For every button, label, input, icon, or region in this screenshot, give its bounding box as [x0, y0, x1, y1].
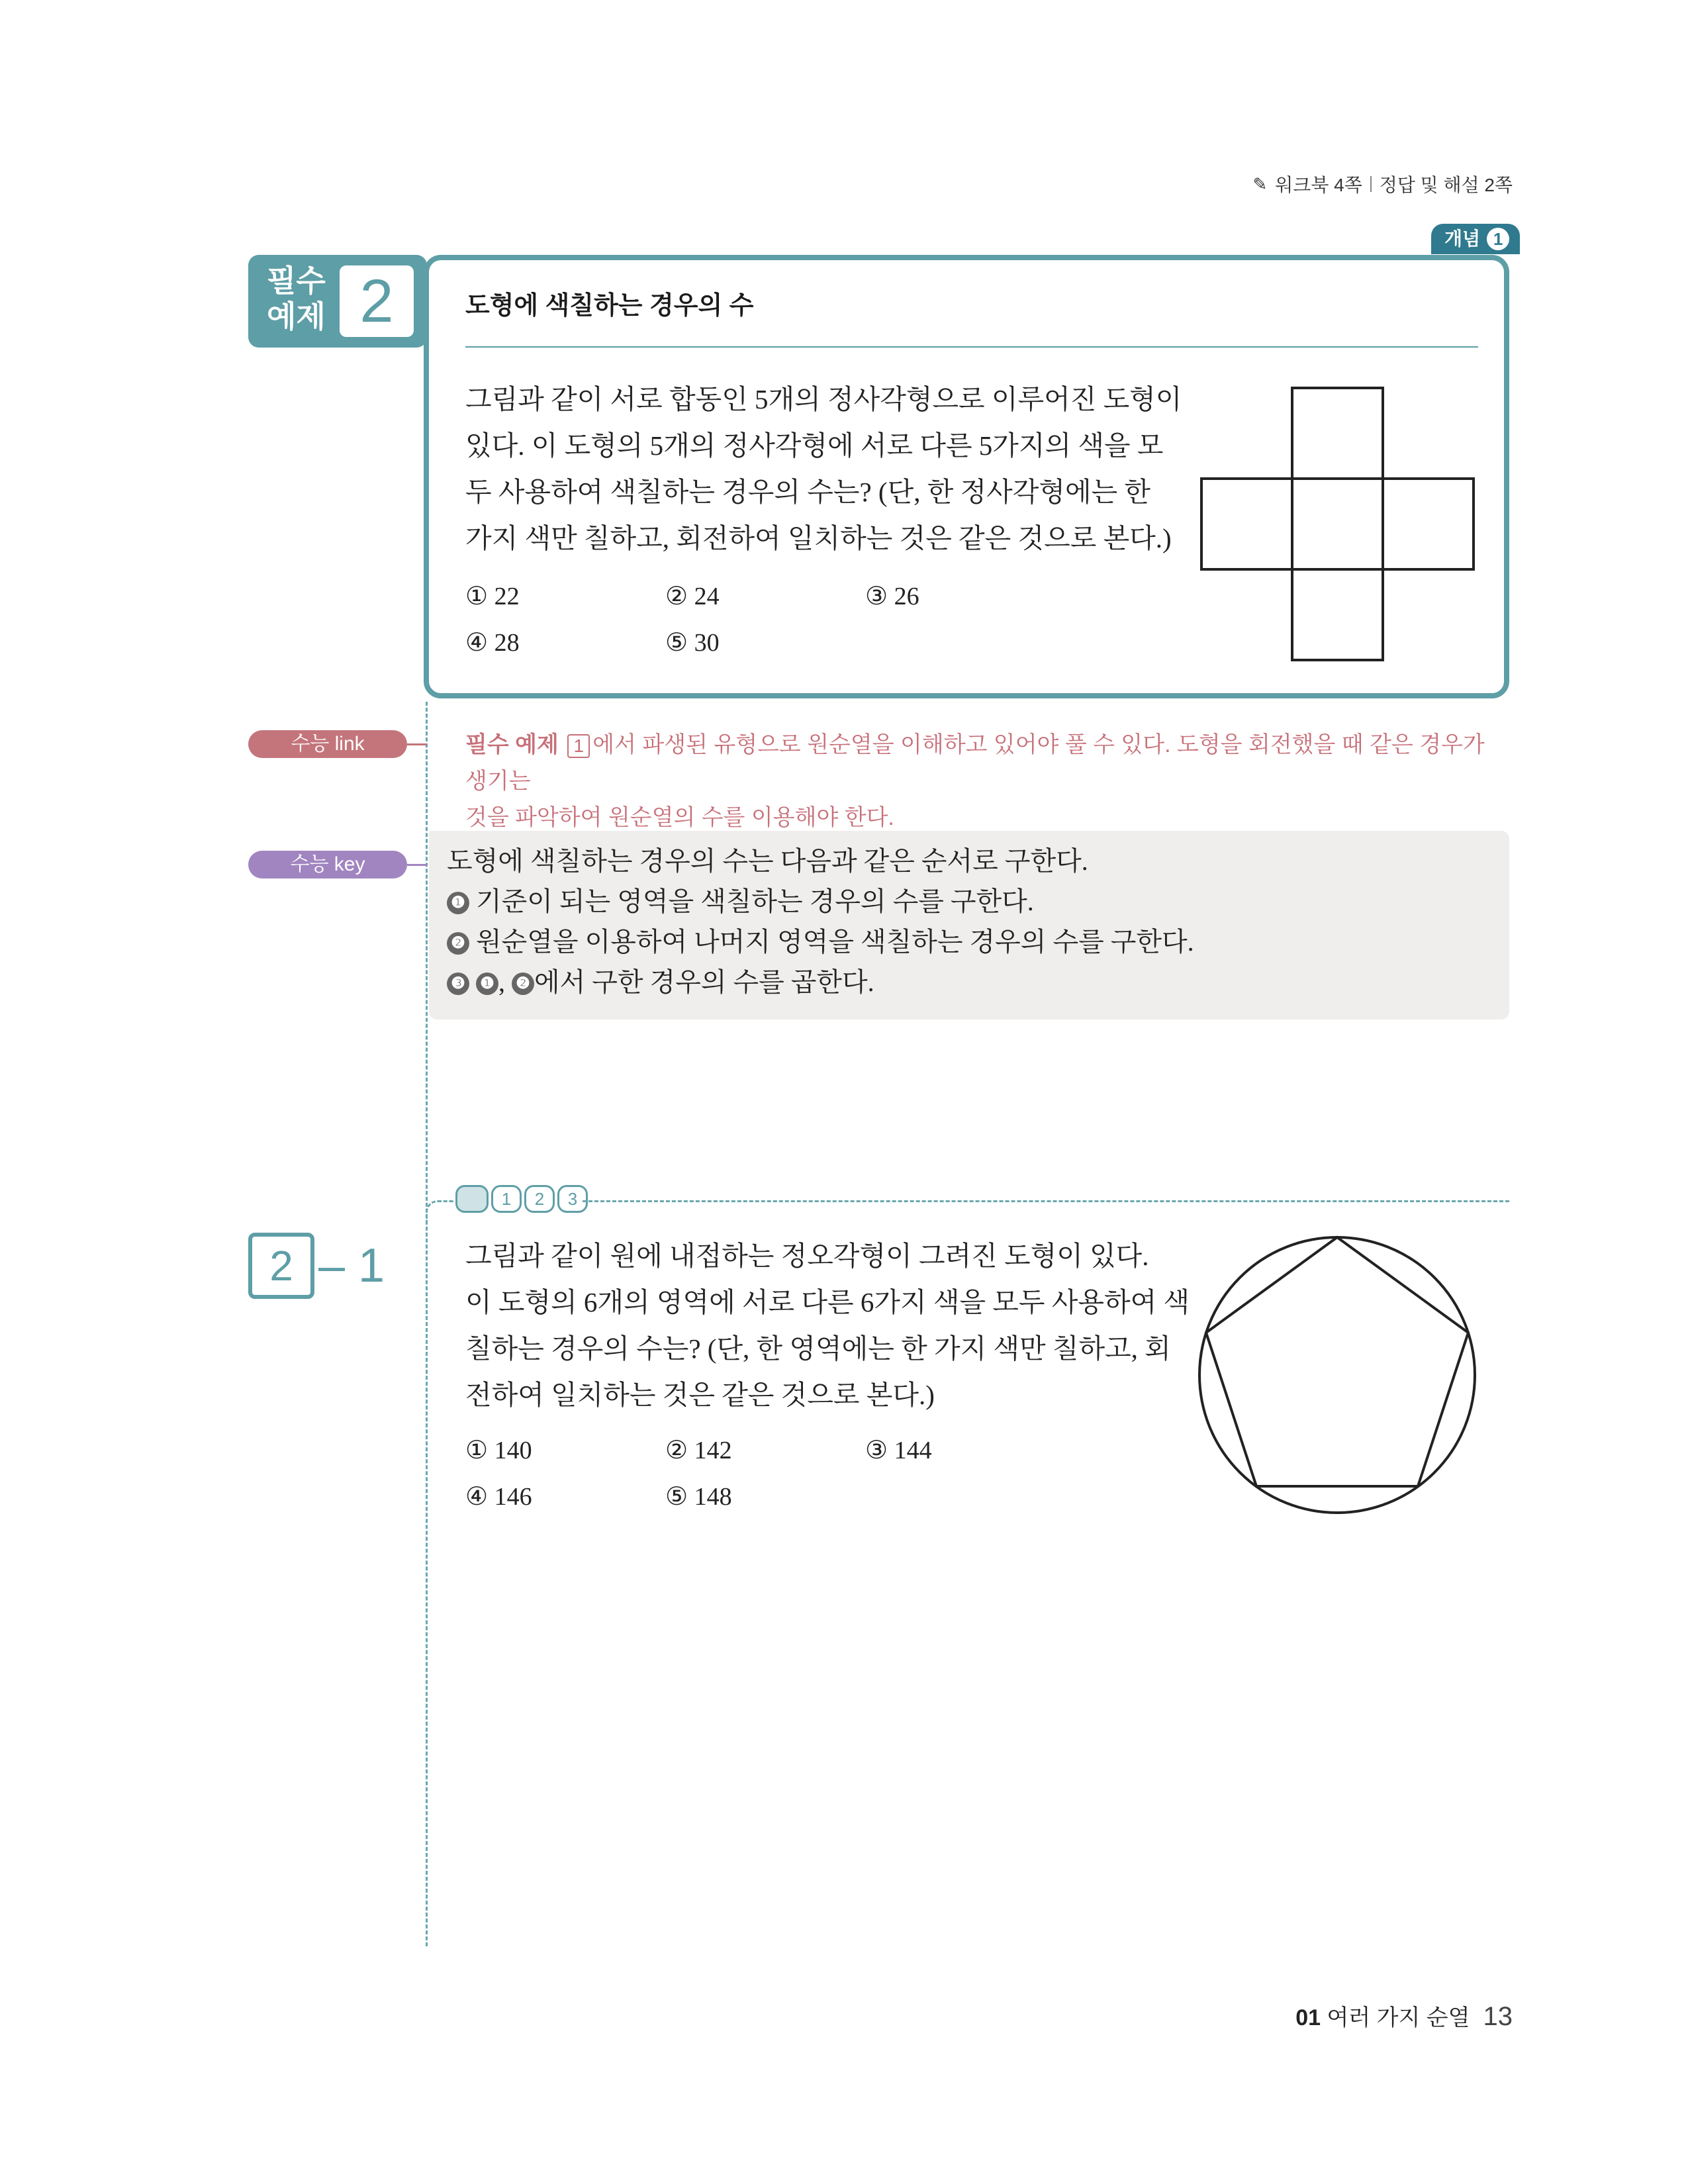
- page-footer: [1295, 1999, 1513, 2032]
- difficulty-indicator: [455, 1185, 588, 1213]
- chapter-label: 01 여러 가지 순열: [1295, 2005, 1470, 2030]
- cross-figure: [1198, 384, 1476, 662]
- link-description: 필수 예제 1 에서 파생된 유형으로 원순열을 이해하고 있어야 풀 수 있다. 도형을 회전했을 때 같은 경우가 생기는 것을 파악하여 원순열의 수를 이용해야 한다.: [465, 732, 1485, 830]
- concept-number: 1: [1487, 228, 1509, 250]
- step-1-ref-bullet: ❶: [476, 973, 498, 995]
- choice-4[interactable]: ④ 28: [465, 629, 520, 657]
- choice-3[interactable]: ③ 144: [865, 1437, 932, 1464]
- problem-title: 도형에 색칠하는 경우의 수: [465, 292, 754, 320]
- circle-pentagon-figure: [1195, 1233, 1479, 1517]
- difficulty-blank: [455, 1185, 489, 1213]
- section-dashed-rule: [583, 1200, 1509, 1202]
- difficulty-level-2: 2: [524, 1185, 555, 1213]
- key-steps: [447, 841, 1194, 1002]
- circumscribed-circle: [1199, 1237, 1475, 1513]
- inscribed-pentagon: [1206, 1237, 1468, 1486]
- choice-5[interactable]: ⑤ 30: [665, 629, 720, 657]
- key-intro: 도형에 색칠하는 경우의 수는 다음과 같은 순서로 구한다.: [447, 846, 1088, 876]
- difficulty-level-1: 1: [491, 1185, 522, 1213]
- key-step-2: ❷ 원순열을 이용하여 나머지 영역을 색칠하는 경우의 수를 구한다.: [447, 922, 1194, 962]
- example-number: 2: [340, 265, 414, 337]
- clip-icon: ✎: [1252, 173, 1268, 194]
- problem-question: 그림과 같이 서로 합동인 5개의 정사각형으로 이루어진 도형이 있다. 이 도형의 5개의 정사각형에 서로 다른 5가지의 색을 모 두 사용하여 색칠하는 경우의 수는? (단, 한 정사각형에는 한 가지 색만 칠하고, 회전하여 일치하는 것은 같은 것으로 본다.): [465, 384, 1182, 553]
- required-example-label: [248, 255, 427, 348]
- step-2-bullet: ❷: [447, 932, 469, 955]
- problem-2-1-question: 그림과 같이 원에 내접하는 정오각형이 그려진 도형이 있다. 이 도형의 6개의 영역에 서로 다른 6가지 색을 모두 사용하여 색 칠하는 경우의 수는? (단, 한 영역에는 한 가지 색만 칠하고, 회 전하여 일치하는 것은 같은 것으로 본다.): [465, 1241, 1190, 1410]
- pill-connector: [407, 864, 427, 866]
- square-center: [1292, 479, 1383, 569]
- square-bottom: [1292, 569, 1383, 660]
- required-example-text: 필수 예제: [267, 263, 326, 334]
- choice-4[interactable]: ④ 146: [465, 1483, 532, 1511]
- problem-sub-number: – 1: [318, 1239, 385, 1292]
- choice-2[interactable]: ② 24: [665, 583, 720, 610]
- suneung-key-pill: 수능 key: [248, 851, 407, 878]
- square-top: [1292, 388, 1383, 479]
- concept-tag: 개념 1: [1431, 224, 1520, 254]
- difficulty-lead-line: [426, 1200, 454, 1222]
- suneung-link-pill: 수능 link: [248, 730, 407, 758]
- key-step-1: ❶ 기준이 되는 영역을 색칠하는 경우의 수를 구한다.: [447, 881, 1194, 922]
- step-3-bullet: ❸: [447, 973, 469, 995]
- problem-2-1-badge: [248, 1233, 385, 1299]
- answer-ref: 정답 및 해설 2쪽: [1379, 175, 1513, 195]
- key-step-3: ❸ ❶ , ❷ 에서 구한 경우의 수를 곱한다.: [447, 962, 1194, 1002]
- title-rule: [465, 346, 1478, 348]
- problem-number: 2: [248, 1233, 314, 1299]
- square-right: [1383, 479, 1474, 569]
- workbook-ref: 워크북 4쪽: [1275, 175, 1362, 195]
- reference-line: [1252, 171, 1513, 197]
- pill-connector: [407, 743, 427, 745]
- choice-1[interactable]: ① 140: [465, 1437, 532, 1464]
- page-number: 13: [1483, 2002, 1513, 2031]
- choice-2[interactable]: ② 142: [665, 1437, 732, 1464]
- step-2-ref-bullet: ❷: [512, 973, 534, 995]
- example-ref-number: 1: [567, 734, 590, 758]
- square-left: [1201, 479, 1292, 569]
- choice-1[interactable]: ① 22: [465, 583, 520, 610]
- section-guide-line: [426, 702, 428, 1946]
- step-1-bullet: ❶: [447, 892, 469, 914]
- choice-5[interactable]: ⑤ 148: [665, 1483, 732, 1511]
- divider: [1370, 176, 1372, 192]
- choice-3[interactable]: ③ 26: [865, 583, 919, 610]
- difficulty-level-3: 3: [557, 1185, 588, 1213]
